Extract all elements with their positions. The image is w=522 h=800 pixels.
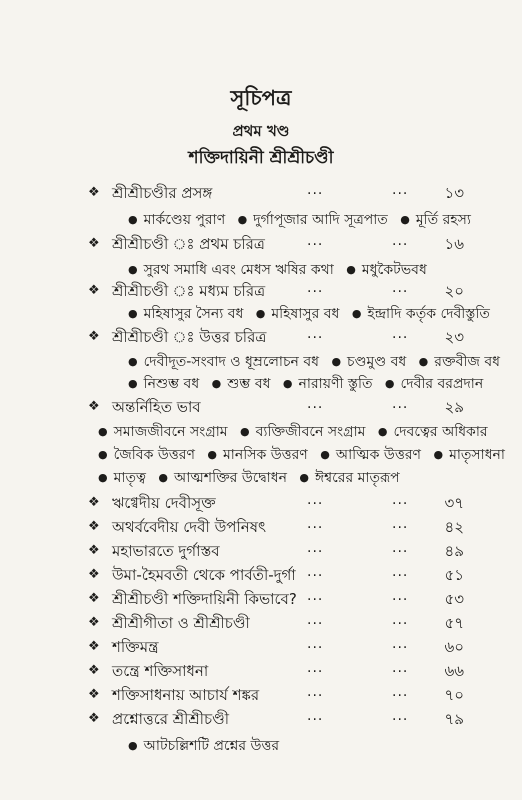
toc-page-number: ৬০ <box>444 638 464 656</box>
bullet-icon: ● <box>128 307 138 320</box>
toc-entry-title: মহাভারতে দুর্গাস্তব <box>112 542 220 560</box>
bullet-icon: ● <box>384 377 395 390</box>
leader-dots: ... <box>307 684 324 700</box>
diamond-bullet-icon: ❖ <box>88 329 100 344</box>
leader-dots: ... <box>307 612 324 628</box>
leader-dots: ... <box>392 564 409 580</box>
subtopic-line <box>98 420 488 444</box>
subtopic: মধুকৈটভবধ <box>361 262 427 278</box>
subtopic: মানসিক উত্তরণ <box>223 447 308 463</box>
toc-entry-title: শক্তিসাধনায় আচার্য শঙ্কর <box>112 686 260 704</box>
toc-entry-title: প্রশ্নোত্তরে শ্রীশ্রীচণ্ডী <box>112 710 230 728</box>
toc-page-number: ৩৭ <box>444 494 464 512</box>
subtopic: রক্তবীজ বধ <box>434 354 500 370</box>
leader-dots: ... <box>307 564 324 580</box>
leader-dots: ... <box>307 660 324 676</box>
leader-dots: ... <box>307 516 324 532</box>
bullet-icon: ● <box>158 471 168 484</box>
subtopic: দেবীর বরপ্রদান <box>400 376 484 392</box>
toc-entry <box>0 684 522 708</box>
bullet-icon: ● <box>331 355 342 368</box>
diamond-bullet-icon: ❖ <box>88 543 100 558</box>
bullet-icon: ● <box>346 263 356 276</box>
toc-entry <box>0 233 522 257</box>
diamond-bullet-icon: ❖ <box>88 399 100 414</box>
subtopic: সুরথ সমাধি এবং মেধস ঋষির কথা <box>143 262 334 278</box>
subtopic-line <box>128 302 490 326</box>
leader-dots: ... <box>392 588 409 604</box>
subtopic: শুম্ভ বধ <box>227 376 271 392</box>
subtopic-line <box>128 372 484 396</box>
leader-dots: ... <box>392 612 409 628</box>
subtopic: মার্কণ্ডেয় পুরাণ <box>143 212 226 228</box>
bullet-icon: ● <box>128 739 138 752</box>
leader-dots: ... <box>307 233 324 249</box>
leader-dots: ... <box>392 280 409 296</box>
diamond-bullet-icon: ❖ <box>88 591 100 606</box>
toc-page-number: ১৩ <box>444 184 464 202</box>
bullet-icon: ● <box>433 448 444 461</box>
leader-dots: ... <box>307 182 324 198</box>
toc-entry <box>0 588 522 612</box>
toc-entry <box>0 396 522 420</box>
toc-entry <box>0 660 522 684</box>
toc-page-number: ২০ <box>444 282 464 300</box>
leader-dots: ... <box>392 684 409 700</box>
leader-dots: ... <box>392 708 409 724</box>
subtopic-line <box>128 734 468 758</box>
toc-entry <box>0 540 522 564</box>
subtopic: মাতৃসাধনা <box>449 447 505 463</box>
toc-page-number: ৬৬ <box>444 662 464 680</box>
toc-page-number: ৭০ <box>444 686 464 704</box>
bullet-icon: ● <box>240 425 250 438</box>
subtopic: চণ্ডমুণ্ড বধ <box>347 354 407 370</box>
bullet-icon: ● <box>128 355 138 368</box>
toc-entry-title: অথর্ববেদীয় দেবী উপনিষৎ <box>112 518 266 536</box>
leader-dots: ... <box>307 636 324 652</box>
toc-entry-title: শ্রীশ্রীচণ্ডী ঃ উত্তর চরিত্র <box>112 328 267 346</box>
diamond-bullet-icon: ❖ <box>88 687 100 702</box>
subtopic-line <box>98 443 505 467</box>
bullet-icon: ● <box>255 307 266 320</box>
diamond-bullet-icon: ❖ <box>88 495 100 510</box>
toc-page-number: ৭৯ <box>444 710 464 728</box>
bullet-icon: ● <box>299 471 310 484</box>
toc-entry <box>0 182 522 206</box>
bullet-icon: ● <box>320 448 330 461</box>
subtopic: আটচল্লিশটি প্রশ্নের উত্তর <box>143 738 280 754</box>
diamond-bullet-icon: ❖ <box>88 663 100 678</box>
toc-entry-title: শ্রীশ্রীগীতা ও শ্রীশ্রীচণ্ডী <box>112 614 250 632</box>
toc-page-number: ৫৩ <box>444 590 464 608</box>
toc-page-number: ২৯ <box>444 398 464 416</box>
subtopic: জৈবিক উত্তরণ <box>113 447 195 463</box>
bullet-icon: ● <box>128 377 138 390</box>
page-title: সূচিপত্র <box>230 86 292 110</box>
bullet-icon: ● <box>211 377 222 390</box>
subtopic: আত্মিক উত্তরণ <box>335 447 421 463</box>
bullet-icon: ● <box>128 213 138 226</box>
toc-page-number: ৪৯ <box>444 542 464 560</box>
subtopic: দুর্গাপূজার আদি সূত্রপাত <box>253 212 388 228</box>
leader-dots: ... <box>307 588 324 604</box>
leader-dots: ... <box>307 396 324 412</box>
toc-page-number: ৫৭ <box>444 614 464 632</box>
bullet-icon: ● <box>400 213 410 226</box>
leader-dots: ... <box>307 326 324 342</box>
leader-dots: ... <box>307 540 324 556</box>
diamond-bullet-icon: ❖ <box>88 283 100 298</box>
toc-entry-title: তন্ত্রে শক্তিসাধনা <box>112 662 209 680</box>
diamond-bullet-icon: ❖ <box>88 519 100 534</box>
bullet-icon: ● <box>282 377 293 390</box>
bullet-icon: ● <box>128 263 138 276</box>
subtopic-line <box>98 466 478 490</box>
bullet-icon: ● <box>98 448 108 461</box>
subtopic-line <box>128 350 500 374</box>
subtopic: আত্মশক্তির উদ্বোধন <box>173 470 287 486</box>
part-title: শক্তিদায়িনী শ্রীশ্রীচণ্ডী <box>188 148 334 168</box>
diamond-bullet-icon: ❖ <box>88 615 100 630</box>
leader-dots: ... <box>392 540 409 556</box>
toc-entry <box>0 564 522 588</box>
leader-dots: ... <box>392 516 409 532</box>
bullet-icon: ● <box>98 425 108 438</box>
subtopic: নিশুম্ভ বধ <box>143 376 200 392</box>
diamond-bullet-icon: ❖ <box>88 185 100 200</box>
toc-entry <box>0 280 522 304</box>
toc-entry-title: ঋগ্বেদীয় দেবীসূক্ত <box>112 494 216 512</box>
subtopic-line <box>128 208 471 232</box>
bullet-icon: ● <box>351 307 362 320</box>
bullet-icon: ● <box>377 425 388 438</box>
subtopic: মাতৃত্ব <box>113 470 146 486</box>
toc-entry-title: অন্তর্নিহিত ভাব <box>112 398 201 416</box>
toc-entry-title: উমা-হৈমবতী থেকে পার্বতী-দুর্গা <box>112 566 296 584</box>
diamond-bullet-icon: ❖ <box>88 711 100 726</box>
leader-dots: ... <box>307 708 324 724</box>
toc-entry-title: শক্তিমন্ত্র <box>112 638 159 656</box>
diamond-bullet-icon: ❖ <box>88 639 100 654</box>
leader-dots: ... <box>392 326 409 342</box>
leader-dots: ... <box>307 492 324 508</box>
toc-entry-title: শ্রীশ্রীচণ্ডীর প্রসঙ্গ <box>112 184 213 202</box>
toc-page-number: ২৩ <box>444 328 464 346</box>
diamond-bullet-icon: ❖ <box>88 236 100 251</box>
leader-dots: ... <box>307 280 324 296</box>
bullet-icon: ● <box>237 213 248 226</box>
toc-entry-title: শ্রীশ্রীচণ্ডী ঃ প্রথম চরিত্র <box>112 235 265 253</box>
part-label: প্রথম খণ্ড <box>232 122 290 140</box>
toc-page-number: ১৬ <box>444 235 464 253</box>
bullet-icon: ● <box>207 448 217 461</box>
subtopic: ব্যক্তিজীবনে সংগ্রাম <box>255 424 366 440</box>
leader-dots: ... <box>392 233 409 249</box>
toc-entry <box>0 636 522 660</box>
subtopic: দেবত্বের অধিকার <box>393 424 488 440</box>
toc-entry <box>0 708 522 732</box>
toc-page-number: ৪২ <box>444 518 464 536</box>
leader-dots: ... <box>392 492 409 508</box>
toc-entry <box>0 326 522 350</box>
subtopic: নারায়ণী স্তুতি <box>298 376 373 392</box>
bullet-icon: ● <box>418 355 429 368</box>
leader-dots: ... <box>392 636 409 652</box>
bullet-icon: ● <box>98 471 108 484</box>
subtopic: মহিষাসুর সৈন্য বধ <box>143 306 244 322</box>
toc-page-number: ৫১ <box>444 566 464 584</box>
diamond-bullet-icon: ❖ <box>88 567 100 582</box>
toc-entry <box>0 516 522 540</box>
subtopic-line <box>128 258 468 282</box>
subtopic: ইন্দ্রাদি কর্তৃক দেবীস্তুতি <box>367 306 490 322</box>
toc-entry <box>0 612 522 636</box>
subtopic: মূর্তি রহস্য <box>415 212 471 228</box>
subtopic: মহিষাসুর বধ <box>271 306 340 322</box>
toc-entry-title: শ্রীশ্রীচণ্ডী ঃ মধ্যম চরিত্র <box>112 282 266 300</box>
leader-dots: ... <box>392 396 409 412</box>
leader-dots: ... <box>392 660 409 676</box>
subtopic: দেবীদূত-সংবাদ ও ধূম্রলোচন বধ <box>143 354 319 370</box>
toc-entry-title: শ্রীশ্রীচণ্ডী শক্তিদায়িনী কিভাবে? <box>112 590 297 608</box>
subtopic: সমাজজীবনে সংগ্রাম <box>113 424 228 440</box>
subtopic: ঈশ্বরের মাতৃরূপ <box>315 470 400 486</box>
leader-dots: ... <box>392 182 409 198</box>
toc-entry <box>0 492 522 516</box>
